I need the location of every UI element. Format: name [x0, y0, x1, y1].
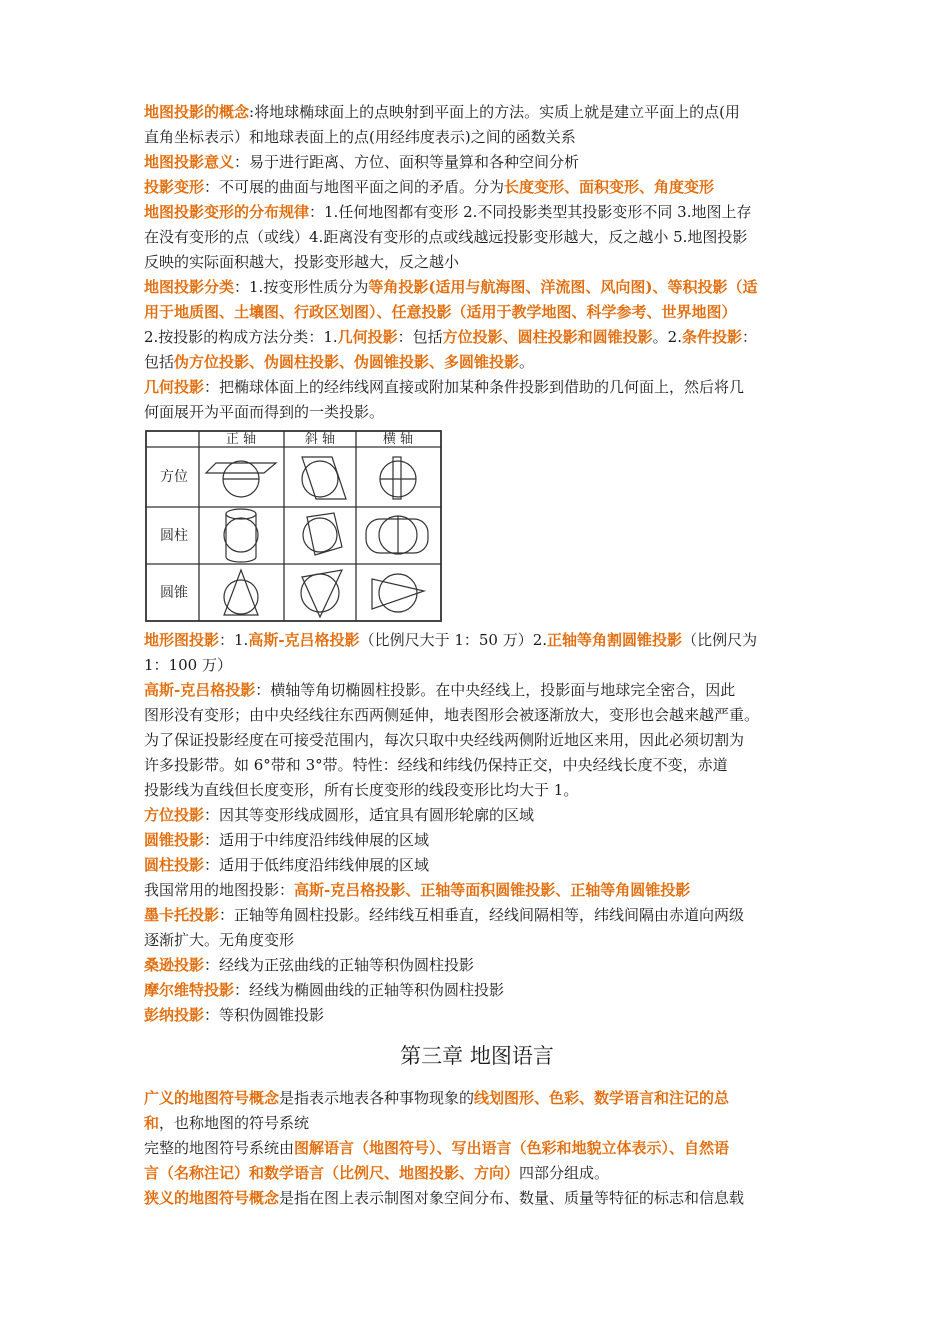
highlighted-term: 狭义的地图符号概念 [144, 1189, 280, 1207]
highlighted-term: 彭纳投影 [144, 1006, 205, 1024]
text-line [144, 1003, 810, 1028]
body-text: 在没有变形的点（或线）4.距离没有变形的点或线越远投影变形越大，反之越小 5.地图投影 [144, 228, 748, 246]
body-text: （比例尺为 [682, 631, 758, 649]
body-text: 2.按投影的构成方法分类：1. [144, 328, 338, 346]
projection-diagram [144, 427, 444, 624]
text-line [144, 225, 810, 250]
text-line [144, 878, 810, 903]
text-line [144, 175, 810, 200]
text-line [144, 928, 810, 953]
body-text: ：经线为椭圆曲线的正轴等积伪圆柱投影 [234, 981, 505, 999]
text-line [144, 1161, 810, 1186]
projection-sketch [302, 570, 342, 617]
text-line [144, 1186, 810, 1211]
text-line [144, 978, 810, 1003]
table-row-header: 圆柱 [160, 528, 188, 544]
body-text: ： [742, 328, 758, 346]
body-text: ：因其等变形线成圆形，适宜具有圆形轮廓的区域 [204, 806, 535, 824]
text-line [144, 325, 810, 350]
projection-sketch [206, 463, 276, 473]
highlighted-term: 方位投影、圆柱投影和圆锥投影 [442, 328, 653, 346]
highlighted-term: 图解语言（地图符号）、写出语言（色彩和地貌立体表示）、自然语 [294, 1139, 730, 1157]
body-text: 何面展开为平面而得到的一类投影。 [144, 403, 385, 421]
highlighted-term: 圆锥投影 [144, 831, 205, 849]
projection-sketch [372, 579, 424, 609]
body-text: 逐渐扩大。无角度变形 [144, 931, 295, 949]
text-line [144, 200, 810, 225]
body-text: 直角坐标表示）和地球表面上的点(用经纬度表示)之间的函数关系 [144, 128, 576, 146]
highlighted-term: 高斯-克吕格投影 [248, 631, 360, 649]
body-text: ：易于进行距离、方位、面积等量算和各种空间分析 [234, 153, 580, 171]
highlighted-term: 伪方位投影、伪圆柱投影、伪圆锥投影、多圆锥投影 [174, 353, 520, 371]
table-column-header: 正 轴 [225, 432, 257, 447]
body-text: 我国常用的地图投影： [144, 881, 295, 899]
highlighted-term: 摩尔维特投影 [144, 981, 235, 999]
body-text: 投影线为直线但长度变形，所有长度变形的线段变形比均大于 1。 [144, 781, 579, 799]
body-text: 许多投影带。如 6°带和 3°带。特性：经线和纬线仍保持正交，中央经线长度不变，赤道 [144, 756, 728, 774]
highlighted-term: 地图投影意义 [144, 153, 235, 171]
text-line [144, 400, 810, 425]
body-text: ：经线为正弦曲线的正轴等积伪圆柱投影 [204, 956, 475, 974]
highlighted-term: 几何投影 [144, 378, 205, 396]
projection-sketch [393, 457, 401, 499]
body-text: ，也称地图的符号系统 [159, 1114, 310, 1132]
body-text: ：等积伪圆锥投影 [204, 1006, 325, 1024]
body-text: 四部分组成。 [519, 1164, 610, 1182]
body-text: 图形没有变形；由中央经线往东西两侧延伸，地表图形会被逐渐放大，变形也会越来越严重。 [144, 706, 760, 724]
text-line [144, 1086, 810, 1111]
body-text: ：不可展的曲面与地图平面之间的矛盾。分为 [204, 178, 505, 196]
projection-figure-table [144, 425, 810, 628]
body-text: ：把椭球体面上的经纬线网直接或附加某种条件投影到借助的几何面上，然后将几 [204, 378, 745, 396]
body-text: 反映的实际面积越大，投影变形越大，反之越小 [144, 253, 460, 271]
text-line [144, 150, 810, 175]
text-line [144, 350, 810, 375]
projection-sketch [301, 574, 339, 612]
highlighted-term: 圆柱投影 [144, 856, 205, 874]
text-line [144, 275, 810, 300]
text-line [144, 778, 810, 803]
highlighted-term: 桑逊投影 [144, 956, 205, 974]
highlighted-term: 言（名称注记）和数学语言（比例尺、地图投影、方向） [144, 1164, 520, 1182]
text-line [144, 628, 810, 653]
highlighted-term: 用于地质图、土壤图、行政区划图）、任意投影（适用于教学地图、科学参考、世界地图） [144, 303, 737, 321]
text-line [144, 903, 810, 928]
text-line [144, 953, 810, 978]
highlighted-term: 和 [144, 1114, 160, 1132]
table-column-header: 斜 轴 [304, 432, 336, 447]
highlighted-term: 地图投影的概念 [144, 103, 250, 121]
body-text: 是指表示地表各种事物现象的 [279, 1089, 475, 1107]
text-line [144, 300, 810, 325]
body-text: ：1.任何地图都有变形 2.不同投影类型其投影变形不同 3.地图上存 [309, 203, 752, 221]
text-line [144, 678, 810, 703]
projection-sketch [224, 518, 258, 552]
highlighted-term: 地图投影变形的分布规律 [144, 203, 310, 221]
text-line [144, 1111, 810, 1136]
body-text: 。2. [652, 328, 682, 346]
body-text: 是指在图上表示制图对象空间分布、数量、质量等特征的标志和信息载 [279, 1189, 745, 1207]
body-text: 1：100 万） [144, 656, 232, 674]
highlighted-term: 墨卡托投影 [144, 906, 220, 924]
document-body [144, 100, 810, 1211]
text-line [144, 853, 810, 878]
highlighted-term: 广义的地图符号概念 [144, 1089, 280, 1107]
body-text: 包括 [144, 353, 175, 371]
table-row-header: 方位 [160, 469, 188, 485]
text-line [144, 100, 810, 125]
body-text: ：包括 [397, 328, 443, 346]
text-line [144, 753, 810, 778]
highlighted-term: 地形图投影 [144, 631, 220, 649]
text-line [144, 125, 810, 150]
table-column-header: 横 轴 [382, 432, 414, 447]
body-text: ：适用于中纬度沿纬线伸展的区域 [204, 831, 430, 849]
projection-sketch [379, 574, 417, 612]
text-line [144, 1136, 810, 1161]
body-text: （比例尺大于 1：50 万）2. [359, 631, 548, 649]
projection-sketch [224, 580, 258, 614]
text-line [144, 803, 810, 828]
body-text: :将地球椭球面上的点映射到平面上的方法。实质上就是建立平面上的点(用 [249, 103, 740, 121]
highlighted-term: 地图投影分类 [144, 278, 235, 296]
body-text: ：适用于低纬度沿纬线伸展的区域 [204, 856, 430, 874]
highlighted-term: 投影变形 [144, 178, 205, 196]
highlighted-term: 方位投影 [144, 806, 205, 824]
projection-sketch [302, 461, 338, 497]
table-row-header: 圆锥 [160, 585, 188, 601]
text-line [144, 653, 810, 678]
body-text: 完整的地图符号系统由 [144, 1139, 295, 1157]
projection-sketch [366, 519, 428, 553]
highlighted-term: 正轴等角割圆锥投影 [547, 631, 683, 649]
body-text: ：1. [219, 631, 249, 649]
highlighted-term: 几何投影 [337, 328, 398, 346]
highlighted-term: 等角投影(适用与航海图、洋流图、风向图)、等积投影（适 [368, 278, 758, 296]
body-text: ：1.按变形性质分为 [234, 278, 369, 296]
text-line [144, 703, 810, 728]
highlighted-term: 条件投影 [681, 328, 742, 346]
highlighted-term: 线划图形、色彩、数学语言和注记的总 [474, 1089, 730, 1107]
text-line [144, 375, 810, 400]
projection-sketch [226, 557, 256, 562]
text-line [144, 828, 810, 853]
body-text: 为了保证投影经度在可接受范围内，每次只取中央经线两侧附近地区来用，因此必须切割为 [144, 731, 745, 749]
body-text: 。 [519, 353, 535, 371]
body-text: ：正轴等角圆柱投影。经纬线互相垂直，经线间隔相等，纬线间隔由赤道向两级 [219, 906, 745, 924]
chapter-heading: 第三章 地图语言 [400, 1044, 554, 1068]
highlighted-term: 长度变形、面积变形、角度变形 [504, 178, 715, 196]
highlighted-term: 高斯-克吕格投影、正轴等面积圆锥投影、正轴等角圆锥投影 [294, 881, 691, 899]
text-line [144, 728, 810, 753]
projection-sketch [224, 570, 258, 615]
highlighted-term: 高斯-克吕格投影 [144, 681, 256, 699]
body-text: ：横轴等角切椭圆柱投影。在中央经线上，投影面与地球完全密合，因此 [255, 681, 736, 699]
text-line [144, 250, 810, 275]
